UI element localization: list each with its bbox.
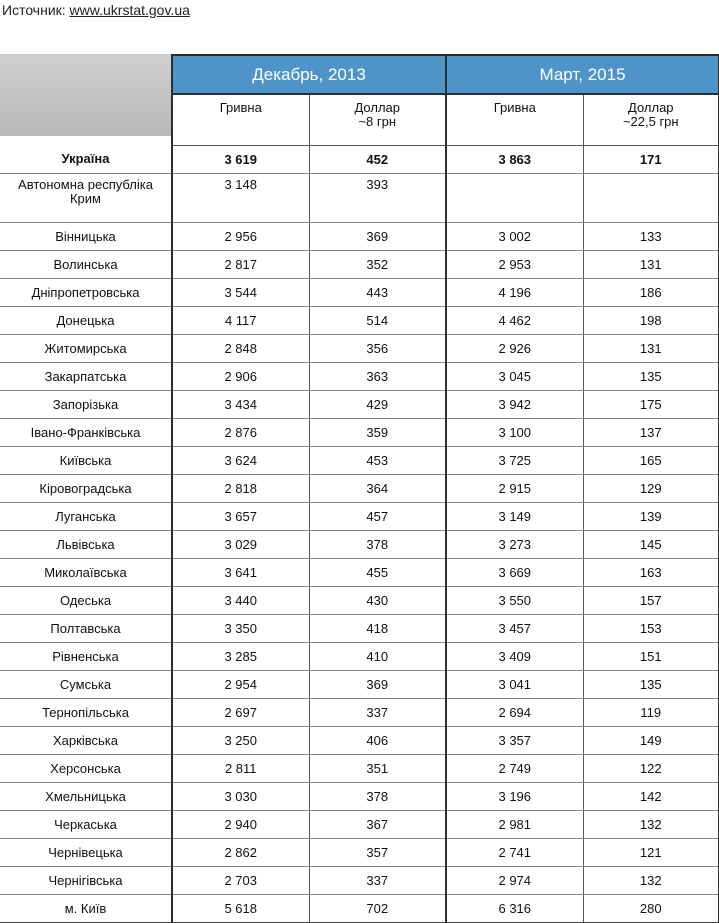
usd-2015-cell: 139: [583, 503, 719, 531]
usd-2015-cell: 131: [583, 335, 719, 363]
table-row: [0, 643, 719, 671]
usd-2015-cell: 145: [583, 531, 719, 559]
usd-2013-cell: 378: [309, 531, 446, 559]
table-row: [0, 419, 719, 447]
table-row: [0, 867, 719, 895]
usd-2013-cell: 356: [309, 335, 446, 363]
usd-2015-cell: 132: [583, 811, 719, 839]
usd-2013-cell: 369: [309, 223, 446, 251]
usd-2015-cell: 122: [583, 755, 719, 783]
table-row: [0, 699, 719, 727]
usd-2015-cell: 135: [583, 363, 719, 391]
table-row: [0, 251, 719, 279]
col-uah-2013: Гривна: [172, 94, 309, 146]
uah-2013-cell: 3 029: [172, 531, 309, 559]
usd-2013-cell: 378: [309, 783, 446, 811]
uah-2013-cell: 3 030: [172, 783, 309, 811]
uah-2015-cell: 2 953: [446, 251, 583, 279]
region-cell: Чернівецька: [0, 839, 172, 867]
usd-2015-cell: 142: [583, 783, 719, 811]
region-cell: Автономна республіка Крим: [0, 174, 172, 223]
table-row: [0, 531, 719, 559]
usd-2013-cell: 453: [309, 447, 446, 475]
table-row: [0, 475, 719, 503]
uah-2013-cell: 4 117: [172, 307, 309, 335]
region-cell: Миколаївська: [0, 559, 172, 587]
uah-2015-cell: 6 316: [446, 895, 583, 923]
header-corner: [0, 55, 172, 94]
usd-2013-cell: 359: [309, 419, 446, 447]
uah-2015-cell: 4 462: [446, 307, 583, 335]
region-cell: Кіровоградська: [0, 475, 172, 503]
uah-2015-cell: 3 942: [446, 391, 583, 419]
usd-2013-cell: 363: [309, 363, 446, 391]
usd-2015-cell: 135: [583, 671, 719, 699]
uah-2015-cell: 4 196: [446, 279, 583, 307]
usd-2015-cell: 129: [583, 475, 719, 503]
region-cell: Хмельницька: [0, 783, 172, 811]
usd-2015-cell: 165: [583, 447, 719, 475]
table-row: [0, 335, 719, 363]
region-cell: Київська: [0, 447, 172, 475]
usd-2015-cell: 151: [583, 643, 719, 671]
usd-2013-cell: 457: [309, 503, 446, 531]
uah-2013-cell: 2 697: [172, 699, 309, 727]
col-uah-2015: Гривна: [446, 94, 583, 146]
uah-2015-cell: [446, 174, 583, 223]
usd-2013-cell: 364: [309, 475, 446, 503]
usd-2013-cell: 452: [309, 146, 446, 174]
table-row: [0, 307, 719, 335]
table-row: [0, 363, 719, 391]
uah-2013-cell: 3 619: [172, 146, 309, 174]
uah-2015-cell: 3 409: [446, 643, 583, 671]
table-row: [0, 279, 719, 307]
region-cell: Черкаська: [0, 811, 172, 839]
table-row: [0, 811, 719, 839]
uah-2013-cell: 2 862: [172, 839, 309, 867]
usd-2015-cell: 153: [583, 615, 719, 643]
uah-2015-cell: 3 725: [446, 447, 583, 475]
table-row: [0, 727, 719, 755]
region-cell: Івано-Франківська: [0, 419, 172, 447]
region-cell: Житомирська: [0, 335, 172, 363]
table-row: [0, 895, 719, 923]
uah-2013-cell: 3 657: [172, 503, 309, 531]
col-usd-2015: Доллар ~22,5 грн: [583, 94, 719, 146]
uah-2013-cell: 2 906: [172, 363, 309, 391]
uah-2013-cell: 5 618: [172, 895, 309, 923]
usd-2013-cell: 337: [309, 699, 446, 727]
source-link[interactable]: www.ukrstat.gov.ua: [69, 2, 190, 18]
uah-2013-cell: 2 956: [172, 223, 309, 251]
uah-2015-cell: 2 749: [446, 755, 583, 783]
region-cell: Рівненська: [0, 643, 172, 671]
uah-2013-cell: 3 544: [172, 279, 309, 307]
region-cell: Полтавська: [0, 615, 172, 643]
table-row: [0, 391, 719, 419]
table-row: [0, 587, 719, 615]
uah-2015-cell: 3 041: [446, 671, 583, 699]
region-cell: Вінницька: [0, 223, 172, 251]
region-cell: Львівська: [0, 531, 172, 559]
uah-2013-cell: 3 148: [172, 174, 309, 223]
usd-2015-cell: [583, 174, 719, 223]
usd-2015-cell: 131: [583, 251, 719, 279]
region-cell: Одеська: [0, 587, 172, 615]
usd-2015-cell: 186: [583, 279, 719, 307]
usd-2013-cell: 702: [309, 895, 446, 923]
region-cell: Харківська: [0, 727, 172, 755]
uah-2013-cell: 2 818: [172, 475, 309, 503]
table-row: [0, 174, 719, 223]
uah-2013-cell: 2 703: [172, 867, 309, 895]
usd-2015-cell: 133: [583, 223, 719, 251]
usd-2013-cell: 357: [309, 839, 446, 867]
uah-2013-cell: 3 350: [172, 615, 309, 643]
table-row: [0, 559, 719, 587]
uah-2013-cell: 2 848: [172, 335, 309, 363]
region-cell: Волинська: [0, 251, 172, 279]
usd-2013-cell: 514: [309, 307, 446, 335]
region-cell: Закарпатська: [0, 363, 172, 391]
uah-2015-cell: 3 045: [446, 363, 583, 391]
usd-2013-cell: 393: [309, 174, 446, 223]
table-row: [0, 447, 719, 475]
usd-2013-cell: 429: [309, 391, 446, 419]
table-row: [0, 671, 719, 699]
usd-2013-cell: 443: [309, 279, 446, 307]
header-corner-sub: [0, 94, 172, 146]
usd-2013-cell: 367: [309, 811, 446, 839]
usd-2015-cell: 171: [583, 146, 719, 174]
uah-2015-cell: 2 741: [446, 839, 583, 867]
uah-2015-cell: 2 915: [446, 475, 583, 503]
region-cell: Луганська: [0, 503, 172, 531]
usd-2013-cell: 337: [309, 867, 446, 895]
region-cell: Донецька: [0, 307, 172, 335]
usd-2013-cell: 455: [309, 559, 446, 587]
table-row: [0, 615, 719, 643]
uah-2015-cell: 3 357: [446, 727, 583, 755]
usd-2015-cell: 163: [583, 559, 719, 587]
uah-2015-cell: 2 926: [446, 335, 583, 363]
usd-2015-cell: 175: [583, 391, 719, 419]
usd-2013-cell: 352: [309, 251, 446, 279]
usd-2013-cell: 418: [309, 615, 446, 643]
table-row: [0, 755, 719, 783]
salary-table: [0, 54, 719, 923]
uah-2015-cell: 2 694: [446, 699, 583, 727]
region-cell: Херсонська: [0, 755, 172, 783]
period-header-dec-2013: Декабрь, 2013: [172, 55, 446, 94]
uah-2015-cell: 2 974: [446, 867, 583, 895]
usd-2015-cell: 132: [583, 867, 719, 895]
uah-2015-cell: 3 457: [446, 615, 583, 643]
uah-2015-cell: 3 669: [446, 559, 583, 587]
uah-2013-cell: 2 811: [172, 755, 309, 783]
uah-2013-cell: 3 285: [172, 643, 309, 671]
period-header-mar-2015: Март, 2015: [446, 55, 719, 94]
table-row: [0, 839, 719, 867]
uah-2015-cell: 3 196: [446, 783, 583, 811]
usd-2013-cell: 406: [309, 727, 446, 755]
uah-2015-cell: 3 100: [446, 419, 583, 447]
usd-2013-cell: 430: [309, 587, 446, 615]
uah-2015-cell: 3 863: [446, 146, 583, 174]
uah-2015-cell: 3 550: [446, 587, 583, 615]
uah-2013-cell: 2 940: [172, 811, 309, 839]
usd-2015-cell: 121: [583, 839, 719, 867]
usd-2013-cell: 351: [309, 755, 446, 783]
uah-2013-cell: 3 434: [172, 391, 309, 419]
region-cell: Дніпропетровська: [0, 279, 172, 307]
table-row: [0, 783, 719, 811]
source-label: Источник:: [2, 2, 66, 18]
uah-2015-cell: 3 273: [446, 531, 583, 559]
region-cell: м. Київ: [0, 895, 172, 923]
uah-2013-cell: 3 641: [172, 559, 309, 587]
source-line: [2, 2, 190, 18]
usd-2015-cell: 280: [583, 895, 719, 923]
uah-2013-cell: 3 250: [172, 727, 309, 755]
col-usd-2013: Доллар ~8 грн: [309, 94, 446, 146]
region-cell: Тернопільська: [0, 699, 172, 727]
usd-2013-cell: 410: [309, 643, 446, 671]
uah-2013-cell: 3 440: [172, 587, 309, 615]
table-row: [0, 146, 719, 174]
usd-2015-cell: 157: [583, 587, 719, 615]
table-body: [0, 146, 719, 923]
table-row: [0, 223, 719, 251]
uah-2015-cell: 2 981: [446, 811, 583, 839]
uah-2013-cell: 2 876: [172, 419, 309, 447]
uah-2013-cell: 3 624: [172, 447, 309, 475]
uah-2013-cell: 2 817: [172, 251, 309, 279]
table-row: [0, 503, 719, 531]
usd-2013-cell: 369: [309, 671, 446, 699]
region-cell: Запорізька: [0, 391, 172, 419]
uah-2015-cell: 3 002: [446, 223, 583, 251]
region-cell: Чернігівська: [0, 867, 172, 895]
uah-2015-cell: 3 149: [446, 503, 583, 531]
usd-2015-cell: 149: [583, 727, 719, 755]
usd-2015-cell: 119: [583, 699, 719, 727]
usd-2015-cell: 137: [583, 419, 719, 447]
region-cell: Україна: [0, 146, 172, 174]
usd-2015-cell: 198: [583, 307, 719, 335]
region-cell: Сумська: [0, 671, 172, 699]
uah-2013-cell: 2 954: [172, 671, 309, 699]
